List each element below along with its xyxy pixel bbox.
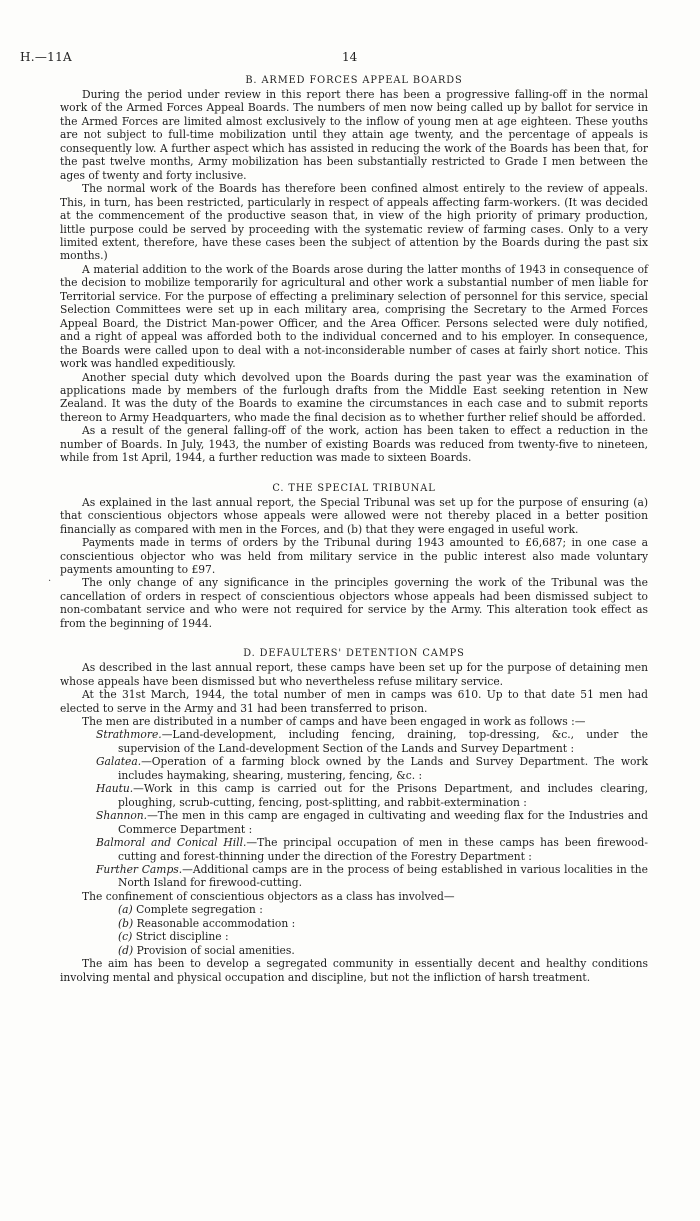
camp-name: Balmoral and Conical Hill.: [96, 836, 247, 850]
page-number: 14: [342, 50, 358, 64]
section-heading: D. DEFAULTERS' DETENTION CAMPS: [243, 648, 465, 660]
camp-name: Strathmore.: [96, 728, 162, 742]
camp-description: —Additional camps are in the process of being established in various localities in the North Island for firewood-cutting.: [118, 863, 648, 890]
report-reference: H.—11A: [20, 50, 73, 64]
paragraph: At the 31st March, 1944, the total number of men in camps was 610. Up to that date 51 men had elected to serve in the Army and 31 had been transferred to prison.: [60, 688, 648, 715]
paragraph: A material addition to the work of the Boards arose during the latter months of 1943 in consequence of the decision to mobilize temporarily for agricultural and other work a substantial number of men liable for Territorial service. For the purpose of effecting a preliminary selection of personnel for this service, special Selection Committees were set up in each military area, comprising the Secretary to the Armed Forces Appeal Board, the District Man-power Officer, and the Area Officer. Persons selected were duly notified, and a right of appeal was afforded both to the individual concerned and to his employer. In consequence, the Boards were called upon to deal with a not-inconsiderable number of cases at fairly short notice. This work was handled expeditiously.: [60, 262, 648, 371]
condition-letter: (a): [118, 903, 133, 917]
condition-letter: (d): [118, 943, 134, 957]
paragraph: The confinement of conscientious objectors as a class has involved—: [82, 889, 455, 903]
section-heading: C. THE SPECIAL TRIBUNAL: [272, 482, 436, 494]
camp-description: —Operation of a farming block owned by the Lands and Survey Department. The work includes haymaking, shearing, mustering, fencing, &c. :: [118, 755, 648, 782]
camp-description: —The men in this camp are engaged in cultivating and weeding flax for the Industries and Commerce Department :: [118, 809, 648, 836]
condition-item: [118, 917, 648, 930]
camp-description: —The principal occupation of men in these camps has been firewood-cutting and forest-thinning under the direction of the Forestry Department :: [118, 836, 648, 863]
paragraph: The aim has been to develop a segregated community in essentially decent and healthy conditions involving mental and physical occupation and discipline, but not the infliction of harsh treatment.: [60, 957, 648, 984]
camp-description: —Land-development, including fencing, draining, top-dressing, &c., under the supervision of the Land-development Section of the Lands and Survey Department :: [118, 728, 648, 755]
camp-name: Shannon.: [96, 809, 148, 823]
paragraph: The normal work of the Boards has therefore been confined almost entirely to the review of appeals. This, in turn, has been restricted, particularly in respect of appeals affecting farm-workers. (It was decided at the commencement of the productive season that, in view of the high priority of primary production, little purpose could be served by proceeding with the systematic review of farming cases. Only to a very limited extent, therefore, have these cases been the subject of attention by the Boards during the past six months.): [60, 182, 648, 263]
condition-text: Reasonable accommodation :: [136, 916, 296, 930]
condition-letter: (c): [118, 930, 133, 944]
camp-item: [96, 755, 648, 782]
camp-list: [60, 728, 648, 889]
camp-item: [96, 836, 648, 863]
paragraph: As a result of the general falling-off of the work, action has been taken to effect a reduction in the number of Boards. In July, 1943, the number of existing Boards was reduced from twenty-five to nineteen, while from 1st April, 1944, a further reduction was made to sixteen Boards.: [60, 424, 648, 465]
paragraph: Another special duty which devolved upon the Boards during the past year was the examination of applications made by members of the furlough drafts from the Middle East seeking retention in New Zealand. It was the duty of the Boards to examine the circumstances in each case and to submit reports thereon to Army Headquarters, who made the final decision as to whether further relief should be afforded.: [60, 370, 648, 424]
report-body: [60, 74, 648, 984]
camp-item: [96, 863, 648, 890]
camp-item: [96, 782, 648, 809]
paragraph: As explained in the last annual report, the Special Tribunal was set up for the purpose of ensuring (a) that conscientious objectors whose appeals were allowed were not thereby placed in a better position financially as compared with men in the Forces, and (b) that they were engaged in useful work.: [60, 495, 648, 536]
condition-item: [118, 944, 648, 957]
camp-item: [96, 728, 648, 755]
condition-text: Provision of social amenities.: [136, 943, 295, 957]
camp-description: —Work in this camp is carried out for the Prisons Department, and includes clearing, ploughing, scrub-cutting, fencing, post-splitting, and rabbit-extermination :: [118, 782, 648, 809]
condition-list: [60, 903, 648, 957]
condition-item: [118, 930, 648, 943]
paragraph: The men are distributed in a number of camps and have been engaged in work as follows :—: [82, 715, 586, 729]
paragraph: The only change of any significance in the principles governing the work of the Tribunal was the cancellation of orders in respect of conscientious objectors whose appeals had been dismissed subject to non-combatant service and who were not required for service by the Army. This alteration took effect as from the beginning of 1944.: [60, 576, 648, 630]
condition-letter: (b): [118, 916, 134, 930]
camp-name: Hautu.: [96, 782, 134, 796]
section-heading: B. ARMED FORCES APPEAL BOARDS: [245, 75, 463, 86]
condition-text: Strict discipline :: [135, 930, 229, 944]
paragraph: Payments made in terms of orders by the Tribunal during 1943 amounted to £6,687; in one case a conscientious objector who was held from military service in the public interest also made voluntary payments amounting to £97.: [60, 536, 648, 576]
condition-item: [118, 903, 648, 916]
camp-name: Galatea.: [96, 755, 142, 769]
paragraph: During the period under review in this report there has been a progressive falling-off in the normal work of the Armed Forces Appeal Boards. The numbers of men now being called up by ballot for service in the Armed Forces are limited almost exclusively to the inflow of young men at age eighteen. These youths are not subject to full-time mobilization until they attain age twenty, and the percentage of appeals is consequently low. A further aspect which has assisted in reducing the work of the Boards has been that, for the past twelve months, Army mobilization has been substantially restricted to Grade I men between the ages of twenty and forty inclusive.: [60, 88, 648, 182]
condition-text: Complete segregation :: [136, 903, 263, 917]
camp-name: Further Camps.: [96, 863, 183, 877]
camp-item: [96, 809, 648, 836]
margin-mark: ·: [48, 576, 52, 587]
paragraph: As described in the last annual report, these camps have been set up for the purpose of detaining men whose appeals have been dismissed but who nevertheless refuse military service.: [60, 661, 648, 688]
